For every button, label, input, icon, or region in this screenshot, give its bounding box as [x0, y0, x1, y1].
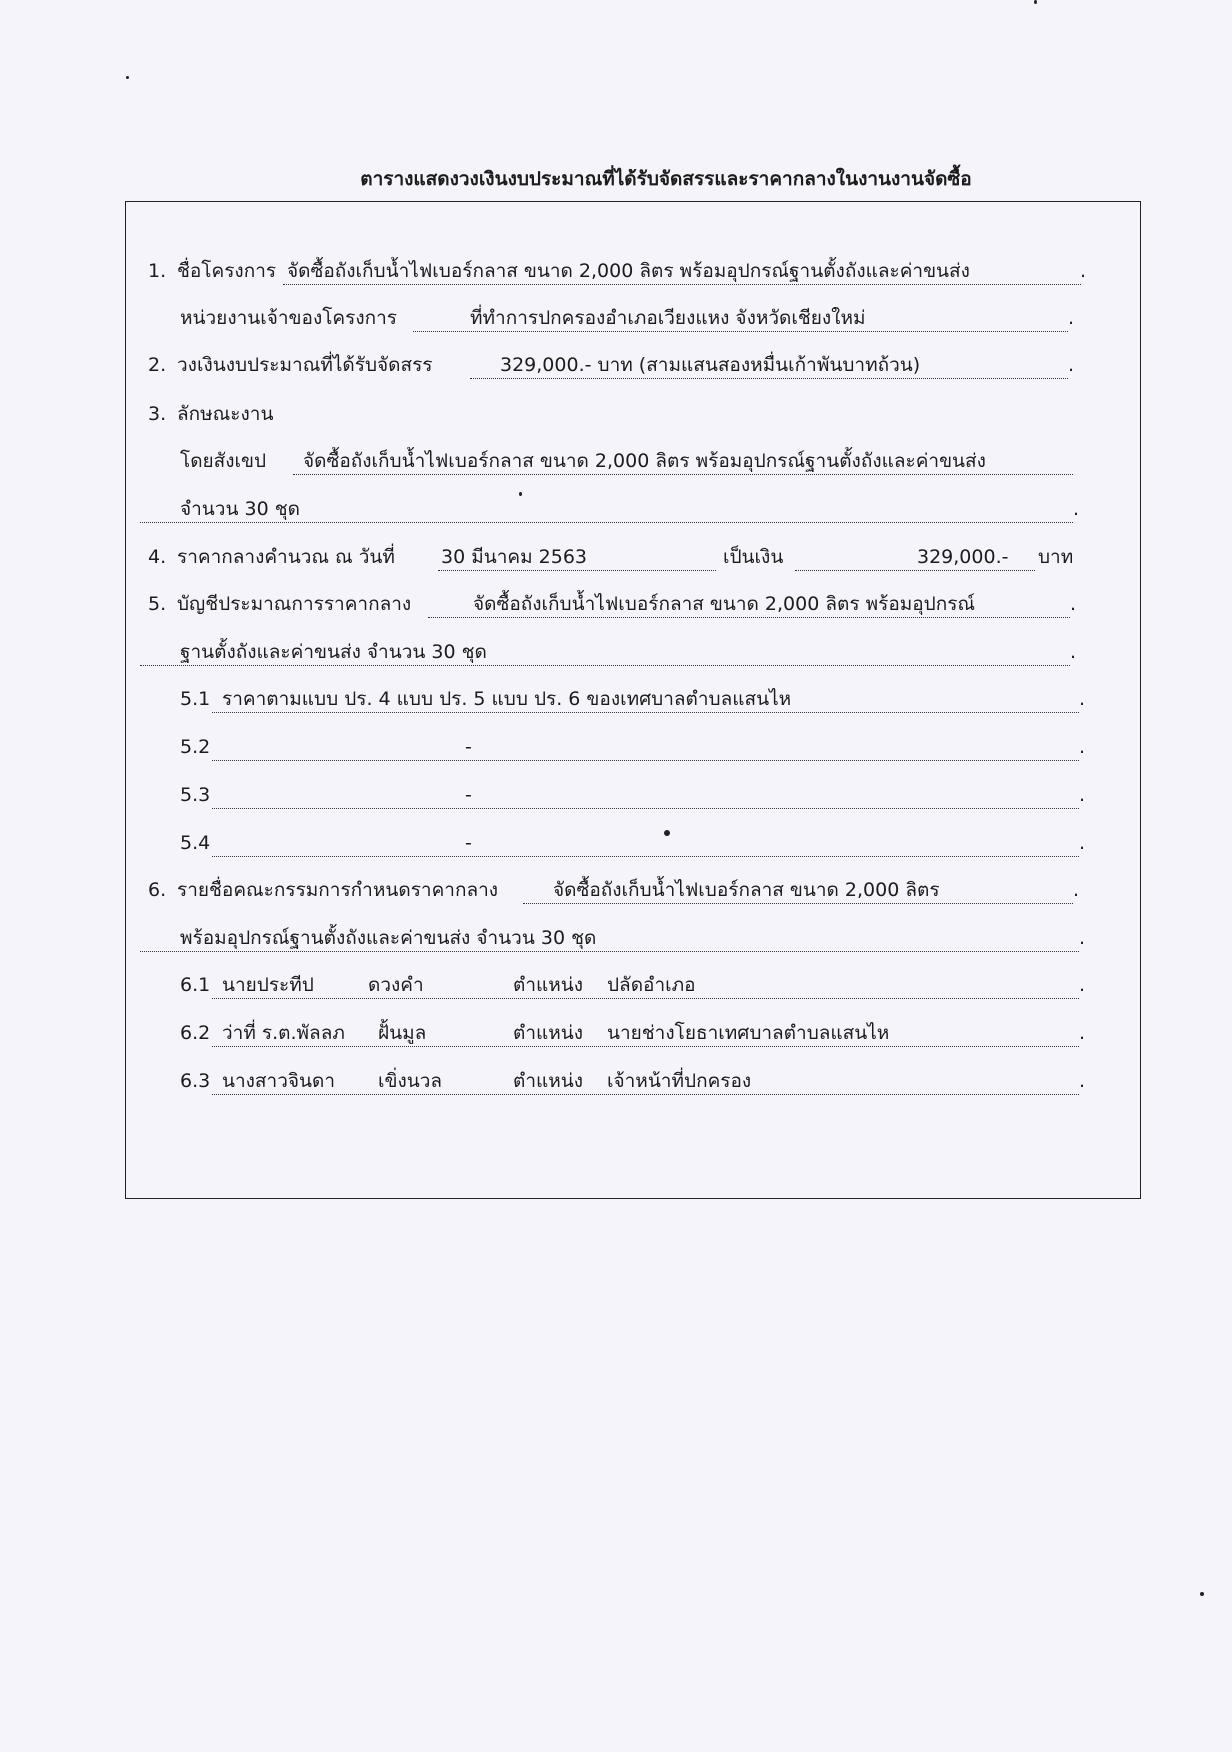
item4-amount: 329,000.- — [917, 546, 1009, 568]
item2-label: วงเงินงบประมาณที่ได้รับจัดสรร — [177, 354, 433, 376]
member-name: นางสาวจินดา — [222, 1070, 335, 1092]
item3-row — [0, 401, 1232, 431]
scan-speck — [1200, 1592, 1204, 1596]
member-end: . — [1079, 974, 1086, 996]
item5-sub-dotline — [212, 712, 1079, 713]
item6-end: . — [1073, 879, 1080, 901]
item5-value2: ฐานตั้งถังและค่าขนส่ง จำนวน 30 ชุด — [180, 641, 487, 663]
item5-sub-value: ราคาตามแบบ ปร. 4 แบบ ปร. 5 แบบ ปร. 6 ของเทศบาลตำบลแสนไห — [222, 688, 792, 710]
item4-date-dotline — [438, 570, 716, 571]
item1-num: 1. — [148, 260, 167, 282]
member-dotline — [212, 1046, 1079, 1047]
item6-num: 6. — [148, 879, 167, 901]
member-surname: เขิ่งนวล — [378, 1070, 443, 1092]
item5-num: 5. — [148, 593, 167, 615]
item3-summary-dotline2 — [140, 522, 1073, 523]
item3-summary-label: โดยสังเขป — [180, 450, 267, 472]
item1-agency-end: . — [1068, 307, 1075, 329]
item4-label: ราคากลางคำนวณ ณ วันที่ — [177, 546, 395, 568]
member-name: ว่าที่ ร.ต.พัลลภ — [222, 1022, 345, 1044]
item5-sub-num: 5.1 — [180, 688, 211, 710]
item1-end: . — [1080, 260, 1087, 282]
member-position-label: ตำแหน่ง — [513, 974, 584, 996]
item6-end2: . — [1079, 927, 1086, 949]
member-position: นายช่างโยธาเทศบาลตำบลแสนไห — [607, 1022, 890, 1044]
member-position-label: ตำแหน่ง — [513, 1070, 584, 1092]
item5-sub-dotline — [212, 856, 1079, 857]
item3-summary-dotline — [293, 474, 1073, 475]
item3-summary-end: . — [1073, 498, 1080, 520]
item5-sub-num: 5.2 — [180, 736, 211, 758]
item6-dotline — [523, 903, 1073, 904]
item5-sub-end: . — [1079, 832, 1086, 854]
item4-amount-dotline — [795, 570, 1035, 571]
item3-summary-value: จัดซื้อถังเก็บน้ำไฟเบอร์กลาส ขนาด 2,000 ลิตร พร้อมอุปกรณ์ฐานตั้งถังและค่าขนส่ง — [303, 450, 986, 472]
item5-sub-dotline — [212, 808, 1079, 809]
member-end: . — [1079, 1022, 1086, 1044]
item5-sub-num: 5.4 — [180, 832, 211, 854]
scan-speck — [126, 76, 129, 79]
item1-agency-value: ที่ทำการปกครองอำเภอเวียงแหง จังหวัดเชียงใหม่ — [470, 307, 866, 329]
member-num: 6.1 — [180, 974, 211, 996]
item5-end2: . — [1070, 641, 1077, 663]
item2-dotline — [470, 378, 1068, 379]
item1-agency-label: หน่วยงานเจ้าของโครงการ — [180, 307, 397, 329]
member-dotline — [212, 1094, 1079, 1095]
item2-end: . — [1068, 354, 1075, 376]
item5-sub-end: . — [1079, 784, 1086, 806]
scan-speck — [1034, 0, 1037, 4]
item4-amount-label: เป็นเงิน — [723, 546, 784, 568]
item5-end: . — [1070, 593, 1077, 615]
item2-num: 2. — [148, 354, 167, 376]
item1-value: จัดซื้อถังเก็บน้ำไฟเบอร์กลาส ขนาด 2,000 ลิตร พร้อมอุปกรณ์ฐานตั้งถังและค่าขนส่ง — [287, 260, 970, 282]
item5-sub-num: 5.3 — [180, 784, 211, 806]
member-surname: ฝั้นมูล — [378, 1022, 427, 1044]
item6-value2: พร้อมอุปกรณ์ฐานตั้งถังและค่าขนส่ง จำนวน 30 ชุด — [180, 927, 597, 949]
item3-label: ลักษณะงาน — [177, 403, 274, 425]
item4-unit: บาท — [1038, 546, 1074, 568]
scan-speck — [664, 830, 670, 836]
member-position: ปลัดอำเภอ — [607, 974, 696, 996]
member-position: เจ้าหน้าที่ปกครอง — [607, 1070, 752, 1092]
member-end: . — [1079, 1070, 1086, 1092]
item5-sub-dotline — [212, 760, 1079, 761]
item1-label: ชื่อโครงการ — [177, 260, 277, 282]
item6-value: จัดซื้อถังเก็บน้ำไฟเบอร์กลาส ขนาด 2,000 ลิตร — [553, 879, 940, 901]
item5-label: บัญชีประมาณการราคากลาง — [177, 593, 412, 615]
item3-num: 3. — [148, 403, 167, 425]
item5-dotline — [428, 617, 1070, 618]
item1-dotline — [283, 284, 1081, 285]
member-num: 6.3 — [180, 1070, 211, 1092]
member-surname: ดวงคำ — [368, 974, 424, 996]
item6-dotline2 — [140, 951, 1079, 952]
item5-sub-value: - — [465, 784, 472, 806]
member-position-label: ตำแหน่ง — [513, 1022, 584, 1044]
item5-value: จัดซื้อถังเก็บน้ำไฟเบอร์กลาส ขนาด 2,000 ลิตร พร้อมอุปกรณ์ — [473, 593, 976, 615]
item6-label: รายชื่อคณะกรรมการกำหนดราคากลาง — [177, 879, 499, 901]
item5-sub-end: . — [1079, 688, 1086, 710]
item2-value: 329,000.- บาท (สามแสนสองหมื่นเก้าพันบาทถ้วน) — [500, 354, 921, 376]
item5-dotline2 — [140, 665, 1070, 666]
member-name: นายประทีป — [222, 974, 314, 996]
member-dotline — [212, 998, 1079, 999]
member-num: 6.2 — [180, 1022, 211, 1044]
scan-speck — [519, 492, 522, 496]
item1-agency-dotline — [413, 331, 1068, 332]
item4-date: 30 มีนาคม 2563 — [441, 546, 588, 568]
document-title: ตารางแสดงวงเงินงบประมาณที่ได้รับจัดสรรและราคากลางในงานงานจัดซื้อ — [360, 168, 972, 190]
item3-summary-value2: จำนวน 30 ชุด — [180, 498, 300, 520]
item5-sub-value: - — [465, 736, 472, 758]
item5-sub-value: - — [465, 832, 472, 854]
item4-num: 4. — [148, 546, 167, 568]
item5-sub-end: . — [1079, 736, 1086, 758]
